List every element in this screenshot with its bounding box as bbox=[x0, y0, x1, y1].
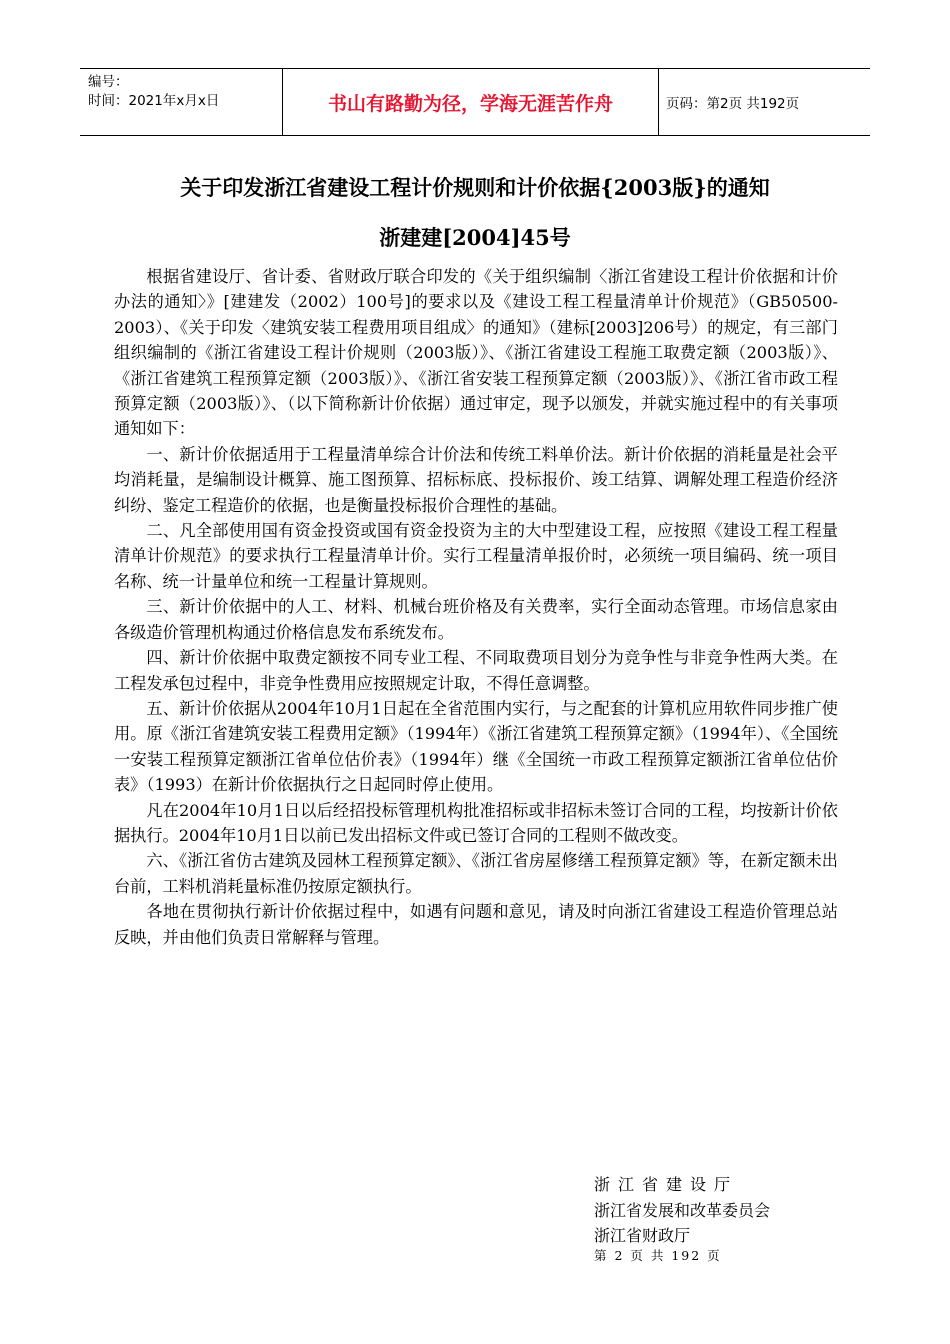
header-page-info: 页码：第2页 共192页 bbox=[666, 96, 800, 112]
paragraph: 二、凡全部使用国有资金投资或国有资金投资为主的大中型建设工程，应按照《建设工程工程量清单计价规范》的要求执行工程量清单计价。实行工程量清单报价时，必须统一项目编码、统一项目名称、统一计量单位和统一工程量计算规则。 bbox=[114, 521, 838, 591]
signatory-development-commission: 浙江省发展和改革委员会 bbox=[594, 1200, 771, 1220]
number-label: 编号： bbox=[88, 74, 129, 90]
signatory-finance-dept: 浙江省财政厅 bbox=[594, 1226, 691, 1245]
header-slogan: 书山有路勤为径，学海无涯苦作舟 bbox=[282, 69, 659, 135]
document-body bbox=[114, 264, 838, 950]
paragraph: 五、新计价依据从2004年10月1日起在全省范围内实行，与之配套的计算机应用软件同步推广使用。原《浙江省建筑安装工程费用定额》（1994年）《浙江省建筑工程预算定额》（1994年）、《全国统一安装工程预算定额浙江省单位估价表》（1994年）继《全国统一市政工程预算定额浙江省单位估价表》（1993）在新计价依据执行之日起同时停止使用。 bbox=[114, 698, 838, 795]
page-header bbox=[80, 68, 870, 136]
signatory-construction-dept: 浙江省建设厅 bbox=[594, 1175, 739, 1194]
paragraph: 凡在2004年10月1日以后经招投标管理机构批准招标或非招标未签订合同的工程，均按新计价依据执行。2004年10月1日以前已发出招标文件或已签订合同的工程则不做改变。 bbox=[114, 800, 838, 845]
paragraph: 四、新计价依据中取费定额按不同专业工程、不同取费项目划分为竞争性与非竞争性两大类。在工程发承包过程中，非竞争性费用应按照规定计取，不得任意调整。 bbox=[114, 648, 838, 693]
signature-block bbox=[594, 1172, 770, 1249]
header-meta bbox=[80, 69, 282, 135]
document-title: 关于印发浙江省建设工程计价规则和计价依据{2003版}的通知 bbox=[180, 175, 770, 200]
footer-page-number: 第 2 页 共 192 页 bbox=[594, 1248, 722, 1263]
paragraph: 六、《浙江省仿古建筑及园林工程预算定额》、《浙江省房屋修缮工程预算定额》等，在新定额未出台前，工料机消耗量标准仍按原定额执行。 bbox=[114, 851, 838, 896]
document-number: 浙建建[2004]45号 bbox=[379, 225, 571, 250]
paragraph: 各地在贯彻执行新计价依据过程中，如遇有问题和意见，请及时向浙江省建设工程造价管理总站反映，并由他们负责日常解释与管理。 bbox=[114, 902, 838, 947]
paragraph: 一、新计价依据适用于工程量清单综合计价法和传统工料单价法。新计价依据的消耗量是社会平均消耗量，是编制设计概算、施工图预算、招标标底、投标报价、竣工结算、调解处理工程造价经济纠纷、鉴定工程造价的依据，也是衡量投标报价合理性的基础。 bbox=[114, 444, 838, 515]
time-label: 时间：2021年x月x日 bbox=[88, 93, 220, 109]
paragraph: 根据省建设厅、省计委、省财政厅联合印发的《关于组织编制〈浙江省建设工程计价依据和计价办法的通知〉》[建建发（2002）100号]的要求以及《建设工程工程量清单计价规范》（GB50500-2003）、《关于印发〈建筑安装工程费用项目组成〉的通知》（建标[2003]206号）的规定，有三部门组织编制的《浙江省建设工程计价规则（2003版）》、《浙江省建设工程施工取费定额（2003版）》、《浙江省建筑工程预算定额（2003版）》、《浙江省安装工程预算定额（2003版）》、《浙江省市政工程预算定额（2003版）》、（以下简称新计价依据）通过审定，现予以颁发，并就实施过程中的有关事项通知如下： bbox=[114, 267, 838, 439]
paragraph: 三、新计价依据中的人工、材料、机械台班价格及有关费率，实行全面动态管理。市场信息家由各级造价管理机构通过价格信息发布系统发布。 bbox=[114, 597, 838, 642]
